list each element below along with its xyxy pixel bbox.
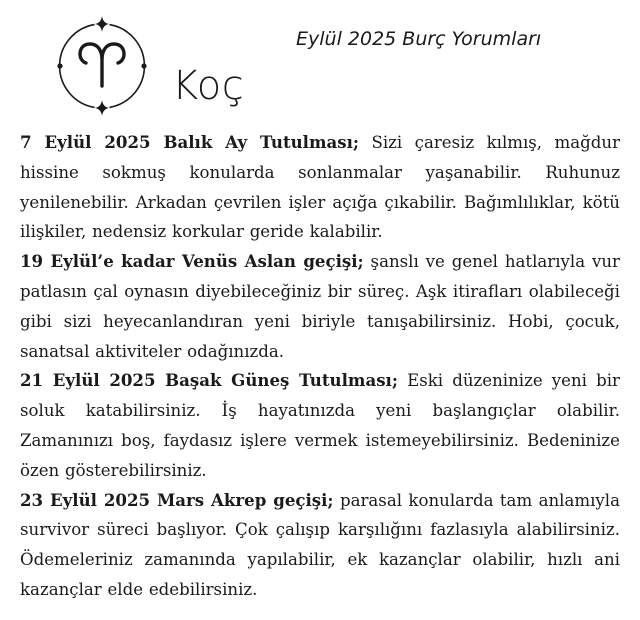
section-venus-aslan bbox=[20, 247, 620, 366]
sign-name: Koç bbox=[172, 63, 245, 109]
sparkle-top-icon bbox=[95, 16, 109, 32]
section-ay-tutulmasi bbox=[20, 128, 620, 247]
section-gunes-tutulmasi bbox=[20, 366, 620, 485]
page-header bbox=[0, 0, 640, 125]
section-heading: 21 Eylül 2025 Başak Güneş Tutulması; bbox=[20, 370, 398, 391]
section-body: Eski düzeninize yeni bir soluk katabilirsiniz. İş hayatınızda yeni başlangıçlar olabilir. Zamanınızı boş, faydasız işlere vermek istemeyebilirsiniz. Bedeninize özen gösterebilirsiniz. bbox=[20, 371, 620, 480]
section-body: Sizi çaresiz kılmış, mağdur hissine sokmuş konularda sonlanmalar yaşanabilir. Ruhunuz yenilenebilir. Arkadan çevrilen işler açığa çıkabilir. Bağımlılıklar, kötü ilişkiler, nedensiz korkular geride kalabilir. bbox=[20, 133, 620, 242]
section-heading: 19 Eylül’e kadar Venüs Aslan geçişi; bbox=[20, 251, 364, 272]
horoscope-content bbox=[20, 128, 620, 605]
aries-emblem-icon bbox=[50, 14, 154, 118]
sparkle-bottom-icon bbox=[95, 100, 109, 116]
section-mars-akrep bbox=[20, 486, 620, 605]
section-body: parasal konularda tam anlamıyla survivor süreci başlıyor. Çok çalışıp karşılığını fazlasıyla alabilirsiniz. Ödemeleriniz zamanında yapılabilir, ek kazançlar olabilir, hızlı ani kazançlar elde edebilirsiniz. bbox=[20, 490, 620, 599]
section-body: şanslı ve genel hatlarıyla vur patlasın çal oynasın diyebileceğiniz bir süreç. Aşk itirafları olabileceği gibi sizi heyecanlandıran yeni biriyle tanışabilirsiniz. Hobi, çocuk, sanatsal aktiviteler odağınızda. bbox=[20, 252, 620, 361]
section-heading: 7 Eylül 2025 Balık Ay Tutulması; bbox=[20, 132, 360, 152]
aries-icon bbox=[80, 44, 124, 86]
section-heading: 23 Eylül 2025 Mars Akrep geçişi; bbox=[20, 489, 334, 510]
page-title: Eylül 2025 Burç Yorumları bbox=[296, 28, 542, 50]
